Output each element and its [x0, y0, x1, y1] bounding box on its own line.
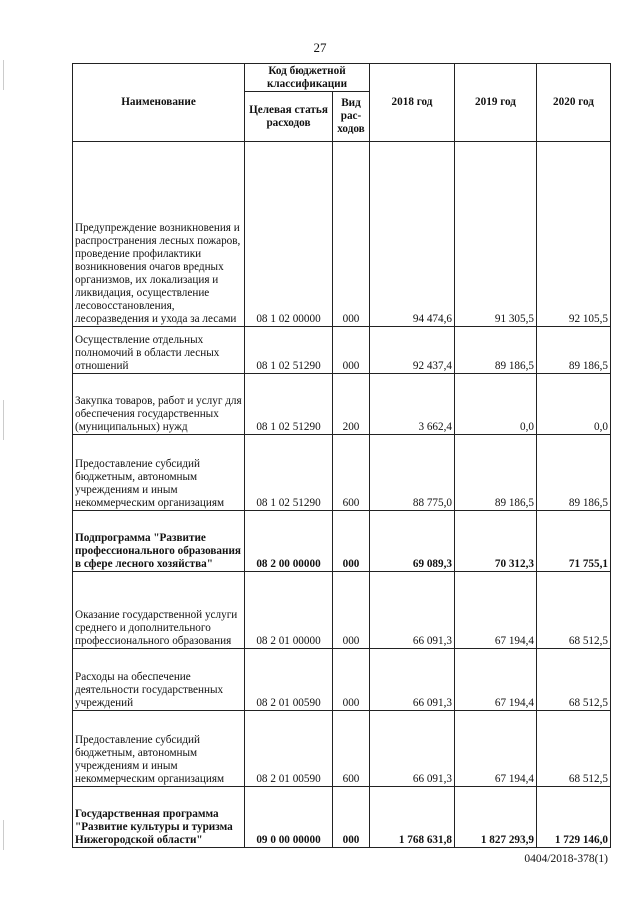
table-row: [73, 649, 611, 711]
row-2020: 89 186,5: [537, 435, 611, 511]
table-body: [73, 142, 611, 848]
row-2018: 88 775,0: [370, 435, 455, 511]
row-2020: 71 755,1: [537, 511, 611, 572]
row-code: 08 1 02 00000: [245, 142, 333, 327]
budget-table: [72, 63, 611, 848]
row-2019: 0,0: [455, 374, 537, 435]
page-number: 27: [313, 40, 327, 55]
row-code: 08 1 02 51290: [245, 374, 333, 435]
row-2020: 89 186,5: [537, 327, 611, 374]
row-2019: 67 194,4: [455, 572, 537, 649]
row-2020: 68 512,5: [537, 649, 611, 711]
row-kind: 000: [333, 572, 370, 649]
row-kind: 000: [333, 327, 370, 374]
row-2018: 3 662,4: [370, 374, 455, 435]
header-name: Наименование: [73, 64, 245, 142]
row-name: Государственная программа "Развитие культуры и туризма Нижегородской области": [73, 787, 245, 848]
header-code-group: Код бюджетной классификации: [245, 64, 370, 92]
table-row: [73, 327, 611, 374]
header-target-article: Целевая статья расходов: [245, 92, 333, 142]
header-expense-type: Вид рас-ходов: [333, 92, 370, 142]
row-2020: 0,0: [537, 374, 611, 435]
row-name: Осуществление отдельных полномочий в области лесных отношений: [73, 327, 245, 374]
row-name: Предупреждение возникновения и распространения лесных пожаров, проведение профилактики возникновения очагов вредных организмов, их локализация и ликвидация, осуществление лесовосстановления, лесоразведения и ухода за лесами: [73, 142, 245, 327]
row-kind: 600: [333, 435, 370, 511]
row-code: 08 1 02 51290: [245, 327, 333, 374]
row-2018: 92 437,4: [370, 327, 455, 374]
row-kind: 200: [333, 374, 370, 435]
row-2020: 68 512,5: [537, 572, 611, 649]
row-2018: 94 474,6: [370, 142, 455, 327]
row-2019: 67 194,4: [455, 649, 537, 711]
row-2020: 92 105,5: [537, 142, 611, 327]
table-row: [73, 374, 611, 435]
row-2020: 1 729 146,0: [537, 787, 611, 848]
row-kind: 600: [333, 711, 370, 787]
table-row: [73, 511, 611, 572]
table-row: [73, 142, 611, 327]
row-2018: 66 091,3: [370, 711, 455, 787]
row-name: Расходы на обеспечение деятельности государственных учреждений: [73, 649, 245, 711]
row-name: Подпрограмма "Развитие профессионального образования в сфере лесного хозяйства": [73, 511, 245, 572]
header-2020: 2020 год: [537, 64, 611, 142]
row-2020: 68 512,5: [537, 711, 611, 787]
table-row: [73, 711, 611, 787]
header-2019: 2019 год: [455, 64, 537, 142]
row-2018: 69 089,3: [370, 511, 455, 572]
row-code: 08 1 02 51290: [245, 435, 333, 511]
row-2019: 91 305,5: [455, 142, 537, 327]
table-row: [73, 572, 611, 649]
row-2019: 1 827 293,9: [455, 787, 537, 848]
table-row: [73, 787, 611, 848]
row-2019: 89 186,5: [455, 435, 537, 511]
document-code: 0404/2018-378(1): [524, 853, 608, 865]
row-2019: 89 186,5: [455, 327, 537, 374]
row-2018: 66 091,3: [370, 572, 455, 649]
table-header: [73, 64, 611, 142]
row-name: Закупка товаров, работ и услуг для обеспечения государственных (муниципальных) нужд: [73, 374, 245, 435]
row-code: 08 2 01 00590: [245, 711, 333, 787]
header-2018: 2018 год: [370, 64, 455, 142]
scan-mark: [3, 820, 4, 850]
row-code: 08 2 01 00000: [245, 572, 333, 649]
row-name: Предоставление субсидий бюджетным, автономным учреждениям и иным некоммерческим организациям: [73, 435, 245, 511]
row-kind: 000: [333, 511, 370, 572]
row-code: 08 2 00 00000: [245, 511, 333, 572]
row-code: 08 2 01 00590: [245, 649, 333, 711]
scan-mark: [3, 400, 4, 440]
row-name: Предоставление субсидий бюджетным, автономным учреждениям и иным некоммерческим организациям: [73, 711, 245, 787]
table-row: [73, 435, 611, 511]
row-2019: 70 312,3: [455, 511, 537, 572]
row-kind: 000: [333, 787, 370, 848]
scan-mark: [3, 60, 4, 90]
row-name: Оказание государственной услуги среднего и дополнительного профессионального образования: [73, 572, 245, 649]
row-code: 09 0 00 00000: [245, 787, 333, 848]
row-2019: 67 194,4: [455, 711, 537, 787]
row-kind: 000: [333, 649, 370, 711]
row-kind: 000: [333, 142, 370, 327]
row-2018: 66 091,3: [370, 649, 455, 711]
row-2018: 1 768 631,8: [370, 787, 455, 848]
